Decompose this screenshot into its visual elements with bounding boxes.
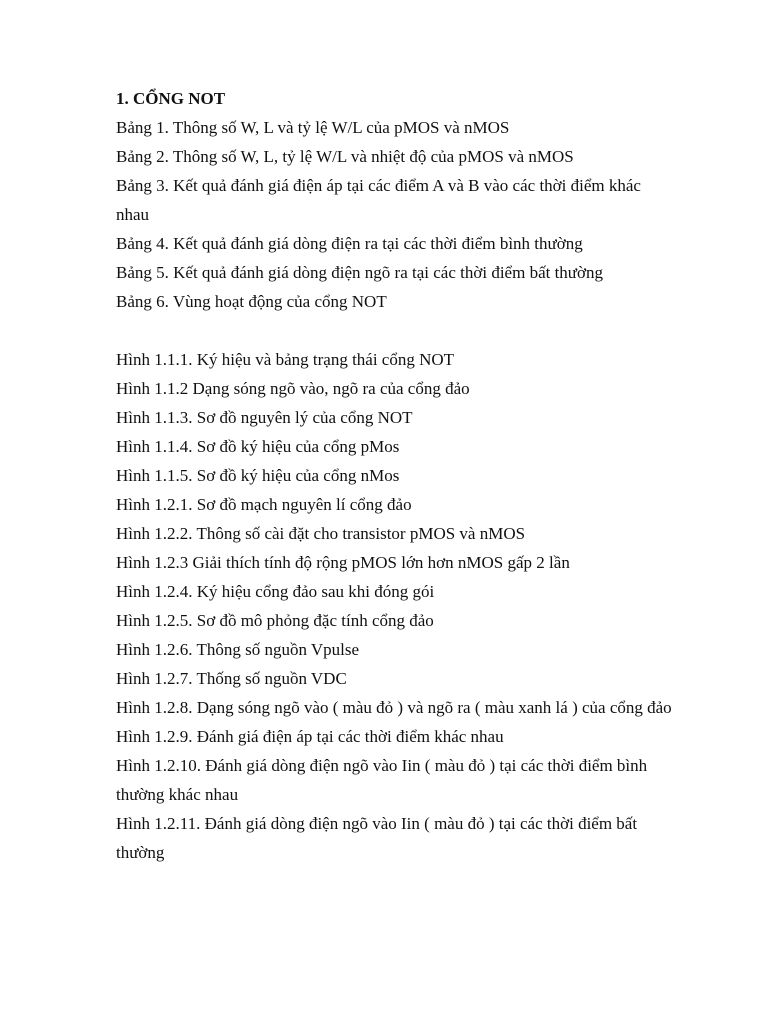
blank-line bbox=[116, 316, 676, 345]
figure-caption: Hình 1.2.10. Đánh giá dòng điện ngõ vào Iin ( màu đỏ ) tại các thời điểm bình thường khác nhau bbox=[116, 756, 648, 804]
table-caption: Bảng 5. Kết quả đánh giá dòng điện ngõ ra tại các thời điểm bất thường bbox=[116, 263, 604, 282]
table-list bbox=[116, 113, 676, 316]
figure-caption: Hình 1.2.8. Dạng sóng ngõ vào ( màu đỏ ) và ngõ ra ( màu xanh lá ) của cổng đảo bbox=[116, 698, 672, 717]
table-caption: Bảng 1. Thông số W, L và tỷ lệ W/L của pMOS và nMOS bbox=[116, 118, 510, 137]
document-body bbox=[116, 84, 676, 867]
table-caption: Bảng 3. Kết quả đánh giá điện áp tại các điểm A và B vào các thời điểm khác nhau bbox=[116, 176, 641, 224]
section-heading: 1. CỔNG NOT bbox=[116, 89, 226, 108]
figure-caption: Hình 1.2.11. Đánh giá dòng điện ngõ vào Iin ( màu đỏ ) tại các thời điểm bất thường bbox=[116, 814, 638, 862]
figure-caption: Hình 1.1.1. Ký hiệu và bảng trạng thái cổng NOT bbox=[116, 350, 455, 369]
figure-caption: Hình 1.2.9. Đánh giá điện áp tại các thời điểm khác nhau bbox=[116, 727, 504, 746]
figure-caption: Hình 1.1.4. Sơ đồ ký hiệu của cổng pMos bbox=[116, 437, 400, 456]
table-caption: Bảng 2. Thông số W, L, tỷ lệ W/L và nhiệt độ của pMOS và nMOS bbox=[116, 147, 574, 166]
figure-caption: Hình 1.1.3. Sơ đồ nguyên lý của cổng NOT bbox=[116, 408, 413, 427]
figure-caption: Hình 1.1.5. Sơ đồ ký hiệu của cổng nMos bbox=[116, 466, 400, 485]
figure-caption: Hình 1.2.2. Thông số cài đặt cho transistor pMOS và nMOS bbox=[116, 524, 526, 543]
figure-caption: Hình 1.2.3 Giải thích tính độ rộng pMOS lớn hơn nMOS gấp 2 lần bbox=[116, 553, 570, 572]
figure-caption: Hình 1.1.2 Dạng sóng ngõ vào, ngõ ra của cổng đảo bbox=[116, 379, 470, 398]
table-caption: Bảng 4. Kết quả đánh giá dòng điện ra tại các thời điểm bình thường bbox=[116, 234, 583, 253]
figure-caption: Hình 1.2.7. Thống số nguồn VDC bbox=[116, 669, 347, 688]
table-caption: Bảng 6. Vùng hoạt động của cổng NOT bbox=[116, 292, 387, 311]
figure-caption: Hình 1.2.6. Thông số nguồn Vpulse bbox=[116, 640, 360, 659]
figure-caption: Hình 1.2.5. Sơ đồ mô phỏng đặc tính cổng đảo bbox=[116, 611, 434, 630]
figure-list bbox=[116, 345, 676, 867]
figure-caption: Hình 1.2.4. Ký hiệu cổng đảo sau khi đóng gói bbox=[116, 582, 435, 601]
figure-caption: Hình 1.2.1. Sơ đồ mạch nguyên lí cổng đảo bbox=[116, 495, 412, 514]
